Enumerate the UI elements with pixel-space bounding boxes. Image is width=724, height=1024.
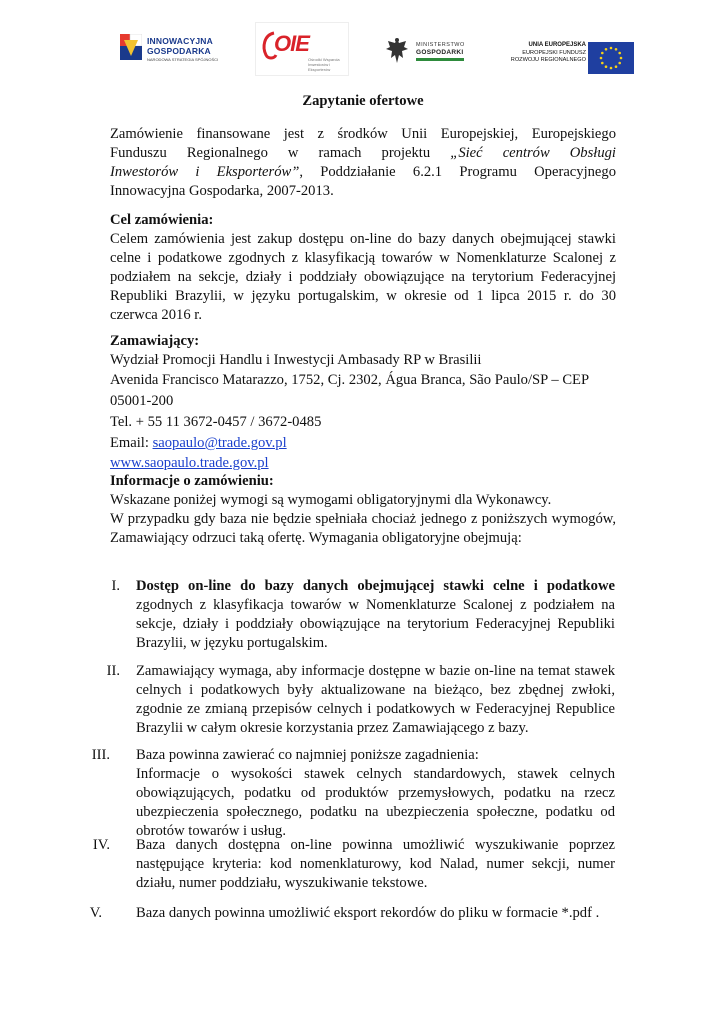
oie-subtitle: Ośrodki Wsparcia Inwestorów i Eksporterów — [308, 57, 340, 72]
zamawiajacy-heading: Zamawiający: — [110, 333, 200, 349]
email-label: Email: — [110, 435, 153, 451]
ig-line3: NARODOWA STRATEGIA SPÓJNOŚCI — [147, 57, 219, 62]
ue-line1: UNIA EUROPEJSKA — [528, 42, 586, 48]
ministerstwo-gospodarki-logo — [384, 36, 474, 66]
requirement-body: Baza powinna zawierać co najmniej poniższe zagadnienia: — [136, 747, 479, 763]
requirement-2 — [0, 662, 724, 742]
cel-text: Celem zamówienia jest zakup dostępu on-line do bazy danych obejmującej stawki celne i podatkowe zgodnych z klasyfikacją towarów w Nomenklaturze Scalonej z podziałem na sekcje, działy i poddziały obowiązujące na terytorium Federacyjnej Republiki Brazylii, w języku portugalskim, w okresie od 1 lipca 2015 r. do 30 czerwca 2016 r. — [110, 231, 616, 323]
mg-green-bar — [416, 58, 464, 61]
informacje-section — [110, 472, 616, 548]
cel-heading: Cel zamówienia: — [110, 212, 214, 228]
zamawiajacy-name: Wydział Promocji Handlu i Inwestycji Ambasady RP w Brasilii — [110, 352, 482, 368]
zamawiajacy-www-line — [110, 454, 616, 473]
zamawiajacy-tel: Tel. + 55 11 3672-0457 / 3672-0485 — [110, 414, 322, 430]
requirement-4 — [0, 836, 724, 896]
requirement-5 — [0, 904, 724, 948]
intro-line-3-italic: Inwestorów i Eksporterów” — [110, 164, 300, 180]
ig-line1: INNOWACYJNA — [147, 36, 213, 46]
requirement-number: II. — [106, 663, 120, 679]
requirement-number: V. — [89, 905, 102, 921]
requirement-number: I. — [111, 578, 120, 594]
intro-paragraph — [110, 125, 616, 201]
eu-flag-icon — [588, 42, 634, 74]
document-title-block — [110, 92, 616, 111]
requirement-body-2: Informacje o wysokości stawek celnych standardowych, stawek celnych obowiązujących, podatku od produktów przemysłowych, podatku na rzecz ubezpieczenia społecznego, podatku na ubezpieczenia społeczne, podatku od obrotów towarów i usług. — [136, 766, 615, 839]
ig-line2: GOSPODARKA — [147, 46, 211, 56]
website-link[interactable]: www.saopaulo.trade.gov.pl — [110, 455, 269, 471]
document-title: Zapytanie ofertowe — [302, 93, 424, 109]
header-logos — [0, 14, 724, 74]
intro-line-4: Innowacyjna Gospodarka, 2007-2013. — [110, 183, 334, 199]
intro-line-3-post: , Poddziałanie 6.2.1 Programu Operacyjnego — [299, 164, 616, 180]
requirement-text: Baza danych dostępna on-line powinna umożliwić wyszukiwanie poprzez następujące kryteria: kod nomenklaturowy, kod Nalad, numer sekcji, numer działu, numer poddziału, wyszukiwanie tekstowe. — [136, 837, 615, 891]
mg-line1: MINISTERSTWO — [416, 42, 465, 48]
zamawiajacy-email-line — [110, 433, 616, 454]
requirement-text — [136, 746, 615, 841]
requirement-1 — [0, 577, 724, 657]
ue-line3: ROZWOJU REGIONALNEGO — [510, 57, 586, 63]
intro-line-2-pre: Funduszu Regionalnego w ramach projektu — [110, 145, 451, 161]
oie-logo — [255, 22, 349, 76]
oie-text: OIE — [274, 31, 309, 56]
requirement-text: Baza danych powinna umożliwić eksport rekordów do pliku w formacie *.pdf . — [136, 905, 600, 921]
innowacyjna-gospodarka-logo — [120, 34, 228, 64]
informacje-paragraph: W przypadku gdy baza nie będzie spełniała chociaż jednego z poniższych wymogów, Zamawiający odrzuci taką ofertę. Wymagania obligatoryjne obejmują: — [110, 511, 616, 546]
informacje-heading: Informacje o zamówieniu: — [110, 473, 274, 489]
zamawiajacy-address-2: 05001-200 — [110, 393, 174, 409]
zamawiajacy-address-1: Avenida Francisco Matarazzo, 1752, Cj. 2302, Água Branca, São Paulo/SP – CEP — [110, 372, 590, 388]
email-link[interactable]: saopaulo@trade.gov.pl — [152, 435, 287, 451]
ig-flag-icon — [120, 34, 142, 60]
requirement-text: Zamawiający wymaga, aby informacje dostępne w bazie on-line na temat stawek celnych i podatkowych były aktualizowane na bieżąco, bez zbędnej zwłoki, zgodnie ze zmianą przepisów celnych i podatkowych w Federacyjnej Republice Brazylii w całym okresie korzystania przez Zamawiającego z bazy. — [136, 663, 615, 736]
requirement-number: III. — [91, 747, 110, 763]
requirement-3 — [0, 746, 724, 839]
eagle-icon — [384, 36, 410, 66]
requirement-number: IV. — [92, 837, 110, 853]
mg-line2: GOSPODARKI — [416, 49, 464, 56]
intro-line-1: Zamówienie finansowane jest z środków Unii Europejskiej, Europejskiego — [110, 126, 616, 142]
intro-line-2 — [110, 144, 616, 163]
requirement-body: zgodnych z klasyfikacja towarów w Nomenklaturze Scalonej z podziałem na sekcje, działy i poddziały obowiązujące na terytorium Federacyjnej Republiki Brazylii, w języku portugalskim. — [136, 597, 615, 651]
unia-europejska-logo — [504, 32, 644, 76]
zamawiajacy-section — [110, 332, 616, 473]
intro-line-2-italic: „Sieć centrów Obsługi — [450, 145, 616, 161]
intro-line-3 — [110, 163, 616, 182]
requirement-bold-text: Dostęp on-line do bazy danych obejmującej stawki celne i podatkowe — [136, 578, 615, 594]
informacje-line-1: Wskazane poniżej wymogi są wymogami obligatoryjnymi dla Wykonawcy. — [110, 492, 552, 508]
cel-section — [110, 211, 616, 325]
ue-line2: EUROPEJSKI FUNDUSZ — [522, 50, 586, 56]
requirement-text — [136, 577, 615, 653]
